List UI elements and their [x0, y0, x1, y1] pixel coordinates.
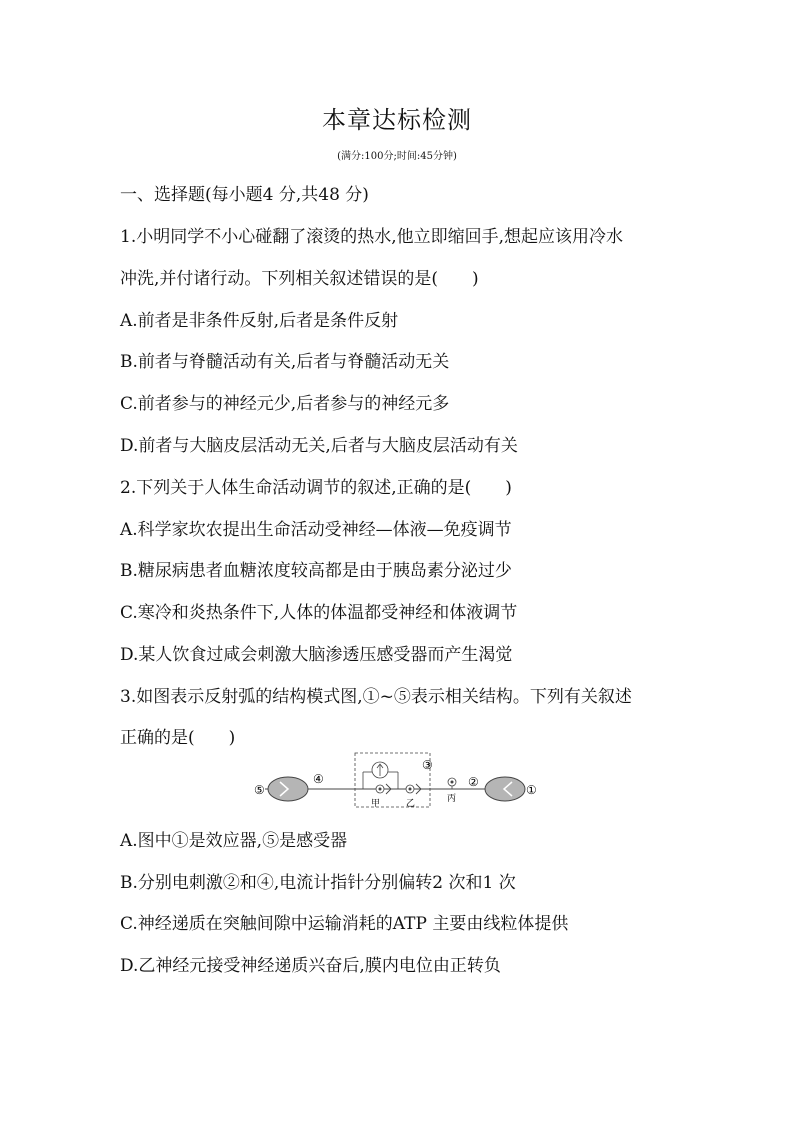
spinal-cord-box: [355, 753, 430, 807]
label-jia: 甲: [371, 799, 381, 809]
label-n4: ④: [313, 772, 324, 786]
label-n3: ③: [422, 758, 433, 772]
q2-option-c: C.寒冷和炎热条件下,人体的体温都受神经和体液调节: [120, 603, 518, 623]
q3-option-c: C.神经递质在突触间隙中运输消耗的ATP 主要由线粒体提供: [120, 914, 569, 934]
q3-option-b: B.分别电刺激②和④,电流计指针分别偏转2 次和1 次: [120, 873, 516, 893]
q1-option-c: C.前者参与的神经元少,后者参与的神经元多: [120, 394, 450, 414]
q1-option-a: A.前者是非条件反射,后者是条件反射: [120, 311, 399, 331]
q3-option-a: A.图中①是效应器,⑤是感受器: [120, 831, 348, 851]
q1-stem-line-2: 冲洗,并付诸行动。下列相关叙述错误的是( ): [120, 269, 479, 289]
q2-stem-line-1: 2.下列关于人体生命活动调节的叙述,正确的是( ): [120, 478, 512, 498]
page-title: 本章达标检测: [322, 106, 472, 134]
label-n2: ②: [468, 775, 479, 789]
q2-option-a: A.科学家坎农提出生命活动受神经—体液—免疫调节: [120, 520, 512, 540]
q1-stem-line-1: 1.小明同学不小心碰翻了滚烫的热水,他立即缩回手,想起应该用冷水: [120, 227, 624, 247]
label-n5: ⑤: [254, 783, 265, 797]
label-yi: 乙: [406, 799, 416, 809]
neuron-jia-nucleus: [379, 788, 382, 791]
q2-option-b: B.糖尿病患者血糖浓度较高都是由于胰岛素分泌过少: [120, 561, 512, 581]
label-n1: ①: [526, 783, 537, 797]
neuron-yi-nucleus: [409, 788, 412, 791]
reflex-arc-diagram: [250, 750, 550, 810]
neuron-bing-nucleus: [451, 781, 454, 784]
q3-option-d: D.乙神经元接受神经递质兴奋后,膜内电位由正转负: [120, 956, 501, 976]
q2-option-d: D.某人饮食过咸会刺激大脑渗透压感受器而产生渴觉: [120, 645, 513, 665]
page-subtitle: (满分:100分;时间:45分钟): [337, 151, 457, 162]
section-heading: 一、选择题(每小题4 分,共48 分): [120, 185, 369, 205]
label-bing: 丙: [447, 794, 457, 804]
q3-stem-line-1: 3.如图表示反射弧的结构模式图,①~⑤表示相关结构。下列有关叙述: [120, 687, 632, 707]
q1-option-b: B.前者与脊髓活动有关,后者与脊髓活动无关: [120, 352, 450, 372]
q1-option-d: D.前者与大脑皮层活动无关,后者与大脑皮层活动有关: [120, 436, 518, 456]
q3-stem-line-2: 正确的是( ): [120, 728, 236, 748]
